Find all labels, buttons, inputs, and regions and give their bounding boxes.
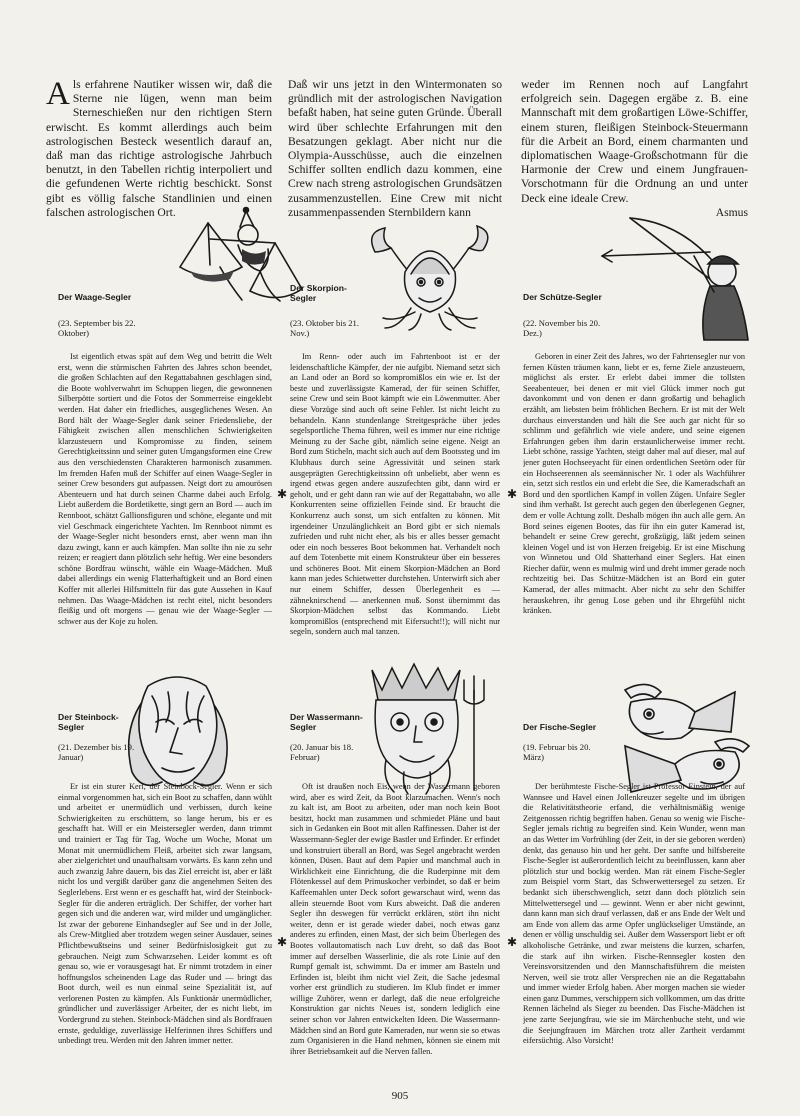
sign-dates: (23. September bis 22. Oktober) bbox=[58, 318, 136, 338]
sign-text-column bbox=[290, 352, 500, 670]
sign-text: Er ist ein sturer Kerl, der Steinbock-Segler. Wenn er sich einmal vorgenommen hat, sich ein Boot zu schaffen, dann wühlt und arbeitet er unermüdlich und verbissen, durch keine Schwierigkeiten zu erschüttern, so lange herum, bis er es geschafft hat. Will er ein Meistersegler werden, dann trimmt und trainiert er Tag für Tag, Woche um Woche, Monat um Monat mit unermüdlichem Fleiß, arbeitet sich zwar langsam, aber zielgerichtet und unaufhaltsam vorwärts. Es kann zehn und auch zwanzig Jahre dauern, bis das Ziel erreicht ist, aber er läßt nicht los und vergißt darüber ganz die angenehmen Seiten des Seglerlebens. Erst wenn er es geschafft hat, wird der Steinbock-Segler für die anderen erträglich. Der Schiffer, der vorher hart gegen sich und die anderen war, wird milder und umgänglicher. Ist zwar der geborene Einhandsegler auf See und in der Jolle, als Crew-Mitglied aber trotzdem wegen seiner Ausdauer, seines Pflichtbewußtseins und seiner Bedürfnislosigkeit gut zu gebrauchen. Neigt zum Schwarzsehen. Leider kommt es oft genau so, wie er vorausgesagt hat. Er nimmt trotzdem in einer hoffnungslos scheinenden Lage das Ruder und — bringt das Boot durch, weil es nun einmal seine Spezialität ist, auf verlorenen Posten zu kämpfen. Als Funktionär unermüdlicher, gründlicher und zuverlässiger Arbeiter, der es nicht liebt, im Vordergrund zu stehen. Steinbock-Mädchen sind als Bordfrauen ernste, geduldige, zuverlässige Helferinnen ihres Schiffers und unbedingt treu. Werden mit den Jahren immer netter. bbox=[58, 782, 272, 1046]
star-ornament: ✱ bbox=[277, 935, 288, 949]
sign-text: Oft ist draußen noch Eis, wenn der Wassermann geboren wird, aber es wird Zeit, da Boot klarzumachen. Wenn's noch zu kalt ist, am Boot zu arbeiten, oder man noch kein Boot besitzt, hockt man zusammen und schmiedet Pläne und baut sich in Gedanken ein Boot mit allen Raffinessen. Daher ist der Wassermann-Segler der ewige Bastler und Erfinder. Er erfindet und konstruiert überall an Bord, was Segel angebracht werden können, Düsen. Baut auf dem Papier und manchmal auch in Wirklichkeit eine Einrichtung, die die Ruderpinne mit dem Flötenkessel auf dem Primuskocher verbindet, so daß er beim Kaffeemahlen unter Deck sofort gewarschaut wird, wenn das allein steuernde Boot vom Kurs abweicht. Daß die anderen Segler ihn deswegen für verrückt erklären, stört ihn nicht weiter, denn er ist gerade wieder dabei, noch etwas ganz anderes zu erfinden, einen Mast, der sich beim Überlegen des Bootes vollautomatisch nach Luv dreht, so daß das Boot immer auf derselben Wasserlinie, die als rote Linie auf den Rumpf gemalt ist, schwimmt. Da er immer am Basteln und Erfinden ist, bleibt ihm nicht viel Zeit, die Sache jedesmal vorher erst gründlich zu studieren. Im Klub findet er immer willige Zuhörer, wenn er darlegt, daß die neue erfolgreiche Konstruktion gar nichts Neues ist, sondern lediglich eine seiner schon vor Jahren entwickelten Ideen. Die Wassermann-Mädchen sind an Bord gute Kameraden, nur wenn sie so etwas zum Organisieren in die Hand nehmen, können sie einem mit ihrer Betriebsamkeit auf die Nerven fallen. bbox=[290, 782, 500, 1056]
scales-sailor-illustration bbox=[150, 205, 310, 315]
scorpion-sailor-illustration bbox=[355, 222, 505, 332]
author-signature: Asmus bbox=[715, 205, 748, 219]
sign-text-column bbox=[58, 782, 272, 1082]
star-ornament: ✱ bbox=[277, 487, 288, 501]
page-number: 905 bbox=[391, 1090, 409, 1102]
drop-cap: A bbox=[46, 76, 70, 112]
sign-dates: (23. Oktober bis 21. Nov.) bbox=[290, 318, 359, 338]
capricorn-sailor-illustration bbox=[112, 672, 242, 797]
sign-text-column bbox=[58, 352, 272, 670]
star-ornament: ✱ bbox=[507, 935, 518, 949]
sign-heading: Der Steinbock-Segler bbox=[58, 712, 119, 732]
sign-heading: Der Waage-Segler bbox=[58, 292, 132, 302]
intro-column-1 bbox=[46, 76, 272, 219]
archer-sailor-illustration bbox=[590, 212, 750, 342]
intro-column-2 bbox=[288, 78, 502, 219]
sign-text-column bbox=[290, 782, 500, 1082]
sign-heading: Der Schütze-Segler bbox=[523, 292, 602, 302]
intro-column-3 bbox=[521, 78, 748, 219]
sign-text: Ist eigentlich etwas spät auf dem Weg und betritt die Welt erst, wenn die stürmischen Fahrten des Jahres schon beendet, die großen Schlachten auf den Regattabahnen geschlagen sind, die Boote wohlverwahrt im Schuppen liegen, die gewonnenen Silberpötte sortiert und die Fotos der Sommerreise eingeklebt werden. Hat daher ein friedliches, ausgeglichenes Wesen. An Bord hält der Waage-Segler dank seiner Friedensliebe, der Fähigkeit zwischen allen menschlichen Schwierigkeiten klarzusteuern und Kompromisse zu finden, seinem Gerechtigkeitssinn und seiner guten Umgangsformen eine Crew aus den verschiedensten Charakteren harmonisch zusammen. Im fremden Hafen muß der Schiffer auf einen Waage-Segler in seiner Crew besonders gut aufpassen. Neigt dort zu amourösen Abenteuern und hat durch seinen Charme dabei auch Erfolg. Liebt außerdem die Bordetikette, singt gern an Bord — auch im Rennboot, schätzt Gallionsfiguren und schöne, elegante und mit viel Geschmack eingerichtete Yachten. Im Rennboot nimmt es der Waage-Segler nicht besonders ernst, aber wenn man ihn dazu zwingt, kann er auch kämpfen. Man sollte ihn nie zu sehr reizen; er reagiert dann plötzlich sehr heftig. Wer eine besonders schöne Bordfrau wünscht, wähle ein Waage-Mädchen. Muß dabei allerdings ein wenig Flatterhaftigkeit und an Bord einen Koffer mit allerlei Hilfsmitteln für das gute Aussehen in Kauf nehmen. Das Waage-Mädchen ist recht eitel, nicht besonders fleißig und oft morgens — genau wie der Waage-Segler — schwer aus der Koje zu holen. bbox=[58, 352, 272, 626]
sign-dates: (19. Februar bis 20. März) bbox=[523, 742, 591, 762]
sign-dates: (20. Januar bis 18. Februar) bbox=[290, 742, 354, 762]
sign-text-column bbox=[523, 782, 745, 1082]
sign-text: Der berühmteste Fische-Segler ist Professor Einstein, der auf Wannsee und Havel einen Jollenkreuzer segelte und im übrigen die Relativitätstheorie erfand, die verhältnismäßig wenige Zeitgenossen richtig begriffen haben. Genau so wenig wie Fische-Segler jemals richtig zu begreifen sind. Kein Wunder, wenn man an das Wetter im Vorfrühling (der Zeit, in der sie geboren werden) denkt, das genauso hin und her geht. Der sanfte und hilfsbereite Fische-Segler ist außerordentlich leicht zu beeinflussen, kann aber plötzlich stur und bockig werden. Man rät einem Fische-Segler zum Beispiel vorm Start, das Schwerwettersegel zu setzen. Er bedankt sich überschwenglich, setzt dann doch plötzlich sein Mittelwettersegel und — gewinnt. Wenn er aber nicht gewinnt, dann kann man sich drauf verlassen, daß er ans Ende der Welt und am Ende von allem das arme Opfer unglückseliger Umstände, an denen er völlig unschuldig sei. Außer dem Wassersport liebt er oft alkoholische Getränke, und zwar meistens die kurzen, scharfen, die stark auf ihn wirken. Fische-Rennsegler kosten den Vereinsvorsitzenden und den Mannschaftsführern die meisten Nerven, weil sie trotz aller Versprechen nie an die Regattabahn und immer wieder Erfolg haben. Aber morgen machen sie wieder einen ganz Dummes, verschippern sich vollkommen, um das dritte Rennen lächelnd als Sieger zu beenden. Das Fische-Mädchen ist jene zarte Seejungfrau, wie sie im Märchenbuche steht, und wie die Seejungfrauen im Märchen trotz aller Zartheit verdammt eifersüchtig. Also Vorsicht! bbox=[523, 782, 745, 1046]
sign-text-column bbox=[523, 352, 745, 670]
intro-text-1: ls erfahrene Nautiker wissen wir, daß die Sterne nie lügen, wenn man beim Sterneschießen nur den richtigen Stern erwischt. Es kommt allerdings auch beim astrologischen Besteck wesentlich darauf an, daß man das richtige astrologische Jahrbuch benutzt, in den Tabellen richtig interpoliert und die gefundenen Werte richtig beschickt. Sonst gibt es völlig falsche Standlinien und einen falschen astrologischen Ort. bbox=[46, 78, 272, 219]
sign-dates: (21. Dezember bis 19. Januar) bbox=[58, 742, 135, 762]
sign-heading: Der Wassermann-Segler bbox=[290, 712, 363, 732]
star-ornament: ✱ bbox=[507, 487, 518, 501]
sign-dates: (22. November bis 20. Dez.) bbox=[523, 318, 601, 338]
sign-text: Geboren in einer Zeit des Jahres, wo der Fahrtensegler nur von fernen Küsten träumen kann, liebt er es, ferne Ziele anzusteuern, möglichst als erster. Er erlebt dabei immer die tollsten Seeabenteuer, bei denen er mit viel Glück immer noch gut davonkommt und von denen er dann großartig und behaglich erzählt, am liebsten beim fröhlichen Bechern. Er ist mit der Welt durchaus einverstanden und hält die See auch gar nicht für so schlimm und gefährlich wie viele andere, und seine eigenen Erfahrungen geben ihm darin erstaunlicherweise immer recht. Liebt schöne, rassige Yachten, steigt daher mal auf dieser, mal auf jener guten Hochseeyacht für einen ordentlichen Seetörn oder für ein Hochseerennen als seemännischer Nr. 1 oder als Wachführer ein, setzt sich restlos ein und erlebt die See, die Kameradschaft an Bord und den sportlichen Kampf in vollen Zügen. Unfaire Segler sind ihm verhaßt. Ist gerecht auch gegen den überlegenen Gegner, dem er volle Achtung zollt. Deshalb mögen ihn auch alle gern. An Bord seines eigenen Bootes, das für ihn ein guter Kamerad ist, behandelt er seine Crew gerecht, großzügig, läßt jedem seinen kleinen Vogel und ist von Herzen freigebig. Er ist eine Mischung von Winnetou und Old Shatterhand einer Seglers. Hat einen Riecher dafür, wenn es mulmig wird und dreht immer gerade noch rechtzeitig bei. Das Schütze-Mädchen ist an Bord ein guter Kamerad, der alles mitmacht. Aber nicht zu sehr den Schiffer herauskehren, ihr genug Lose geben und ihr Ehrgefühl nicht kränken. bbox=[523, 352, 745, 616]
aquarius-sailor-illustration bbox=[342, 660, 492, 795]
intro-text-2: Daß wir uns jetzt in den Wintermonaten so gründlich mit der astrologischen Navigation befaßt haben, hat seine guten Gründe. Überall wird über schlechte Erfahrungen mit den Besatzungen geklagt. Aber nicht nur die Olympia-Ausschüsse, auch die einzelnen Schiffer sollten endlich dazu kommen, eine Crew nach streng astrologischen Grundsätzen zusammenzustellen. Eine Crew mit nicht zusammenpassenden Sternbildern kann bbox=[288, 78, 502, 219]
sign-heading: Der Skorpion-Segler bbox=[290, 283, 347, 303]
sign-text: Im Renn- oder auch im Fahrtenboot ist er der leidenschaftliche Kämpfer, der nie aufgibt. Niemand setzt sich an Land oder an Bord so kompromißlos ein wie er. Ist der beste und zuverlässigste Kamerad, der für seinen Schiffer, seine Crew und sein Boot kämpft wie ein Löwenmutter. Aber diese Vorzüge sind auch oft seine Fehler. Ist nicht leicht zu behandeln. Kann stundenlange Streitgespräche über jedes segelsportliche Thema führen, weil es immer nur eine richtige Meinung zu der Sache gibt, nämlich seine eigene. Neigt an Bord zum Sticheln, macht sich auch auf dem Bootssteg und im Klubhaus durch seine Agressivität und seinen stark ausgeprägten Gerechtigkeitssinn oft unbeliebt, aber wenn es irgend etwas gegen andere auszufechten gibt, dann wird er geholt, und er geht dann ran wie auf der Regattabahn, wo alle Konkurrenten seine offiziellen Feinde sind. Er braucht die Konkurrenz auch sonst, um sich entfalten zu können. Mit irgendeiner Unzulänglichkeit an Bord gibt er sich niemals zufrieden und ruht nicht eher, als bis er alles besser gemacht oder ein noch besseres Boot bekommen hat. Verhandelt noch auf dem Totenbette mit einem Konstrukteur über ein besseres und schöneres Boot. Mit einem Skorpion-Mädchen an Bord kann man jedes Schietwetter durchstehen. Unterwirft sich aber nur einem Schiffer, dessen Überlegenheit es — zähneknirschend — anerkennen muß. Sonst übernimmt das Skorpion-Mädchen selbst das Kommando. Liebt kompromißlos (entsprechend mit Eifersucht!!); will nicht nur segeln, sondern auch mal tanzen. bbox=[290, 352, 500, 637]
sign-heading: Der Fische-Segler bbox=[523, 722, 597, 732]
intro-text-3: weder im Rennen noch auf Langfahrt erfolgreich sein. Dagegen ergäbe z. B. eine Mannschaft mit dem großartigen Löwe-Schiffer, einem sturen, fleißigen Steinbock-Steuermann für die Arbeit an Bord, einem charmanten und diplomatischen Waage-Großschotmann für die Harmonie der Crew und einem Jungfrauen-Vorschotmann für die Ordnung an und unter Deck eine ideale Crew. bbox=[521, 78, 748, 205]
